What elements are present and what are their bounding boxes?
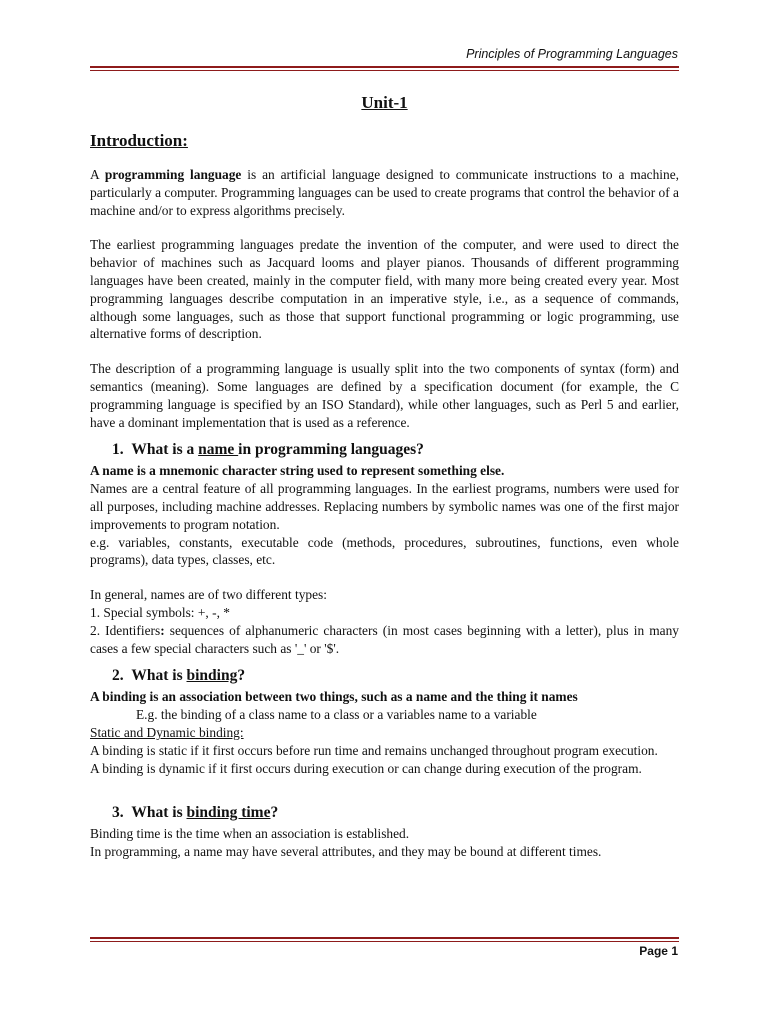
footer-rule-thin — [90, 941, 679, 942]
running-header-title: Principles of Programming Languages — [466, 47, 678, 61]
q2-static: A binding is static if it first occurs before run time and remains unchanged throughout program execution. — [90, 742, 658, 758]
question-1-heading — [90, 440, 679, 460]
intro-p1-rest: is an artificial language designed to communicate instructions to a machine, particularly a computer. Programming languages can be used to create programs that control the behavior of a machine and/or to express algorithms precisely. — [90, 167, 679, 218]
q2-dynamic: A binding is dynamic if it first occurs during execution or can change during execution of the program. — [90, 760, 642, 776]
q1-underlined-term: name — [198, 441, 239, 459]
q2-subheading: Static and Dynamic binding: — [90, 724, 244, 740]
intro-p1-prefix: A — [90, 167, 105, 182]
programming-language-term: programming language — [104, 167, 242, 182]
q3-paragraph-1: Binding time is the time when an association is established. — [90, 826, 410, 842]
header-rule-thin — [90, 70, 679, 71]
q2-post: ? — [237, 667, 246, 685]
question-3-heading — [90, 803, 679, 823]
q1-type-2 — [90, 622, 679, 658]
q2-pre: What is — [131, 667, 187, 685]
intro-paragraph-3: The description of a programming language is usually split into the two components of syntax (form) and semantics (meaning). Some languages are defined by a specification document (for example, the C programming language is specified by an ISO Standard), while other languages, such as Perl 5 and earlier, have a dominant implementation that is used as a reference. — [90, 361, 679, 430]
q1-paragraph-2: e.g. variables, constants, executable code (methods, procedures, subroutines, functions, even whole programs), data types, classes, etc. — [90, 534, 679, 568]
introduction-heading: Introduction: — [90, 131, 188, 150]
q3-paragraph-2: In programming, a name may have several attributes, and they may be bound at different times. — [90, 844, 602, 860]
q2-example: E.g. the binding of a class name to a class or a variables name to a variable — [136, 707, 537, 723]
q2-number: 2. — [112, 667, 124, 685]
q3-number: 3. — [112, 804, 124, 822]
q1-types-intro: In general, names are of two different types: — [90, 587, 327, 603]
unit-title: Unit-1 — [361, 93, 408, 112]
header-rule-thick — [90, 66, 679, 68]
q1-type2-rest: sequences of alphanumeric characters (in most cases beginning with a letter), plus in many cases a few special characters such as '_' or '$'. — [90, 622, 680, 656]
q1-type-1: 1. Special symbols: +, -, * — [90, 604, 230, 620]
q1-type2-label: 2. Identifiers — [90, 622, 161, 638]
q1-paragraph-1: Names are a central feature of all programming languages. In the earliest programs, numbers were used for all purposes, including machine addresses. Replacing numbers by symbolic names was one of the first major improvements to program notation. — [90, 481, 679, 532]
q1-pre: What is a — [131, 441, 199, 459]
q3-post: ? — [270, 804, 279, 822]
q1-post: in programming languages? — [238, 441, 424, 459]
q3-pre: What is — [131, 804, 187, 822]
q1-type2-colon: : — [160, 622, 165, 638]
footer-rule-thick — [90, 937, 679, 939]
q2-answer: A binding is an association between two things, such as a name and the thing it names — [90, 689, 578, 705]
q1-answer: A name is a mnemonic character string used to represent something else. — [90, 463, 505, 479]
q1-number: 1. — [112, 441, 124, 459]
q3-underlined-term: binding time — [186, 804, 271, 822]
page-content — [90, 92, 679, 861]
intro-paragraph-2: The earliest programming languages predate the invention of the computer, and were used to direct the behavior of machines such as Jacquard looms and player pianos. Thousands of different programming languages have been created, mainly in the computer field, with many more being created every year. Most programming languages describe computation in an imperative style, i.e., as a sequence of commands, although some languages, such as those that support functional programming or logic programming, use alternative forms of description. — [90, 237, 679, 342]
page-number: Page 1 — [639, 944, 678, 958]
intro-paragraph-1 — [90, 166, 679, 219]
question-2-heading — [90, 666, 679, 686]
q2-underlined-term: binding — [186, 667, 238, 685]
